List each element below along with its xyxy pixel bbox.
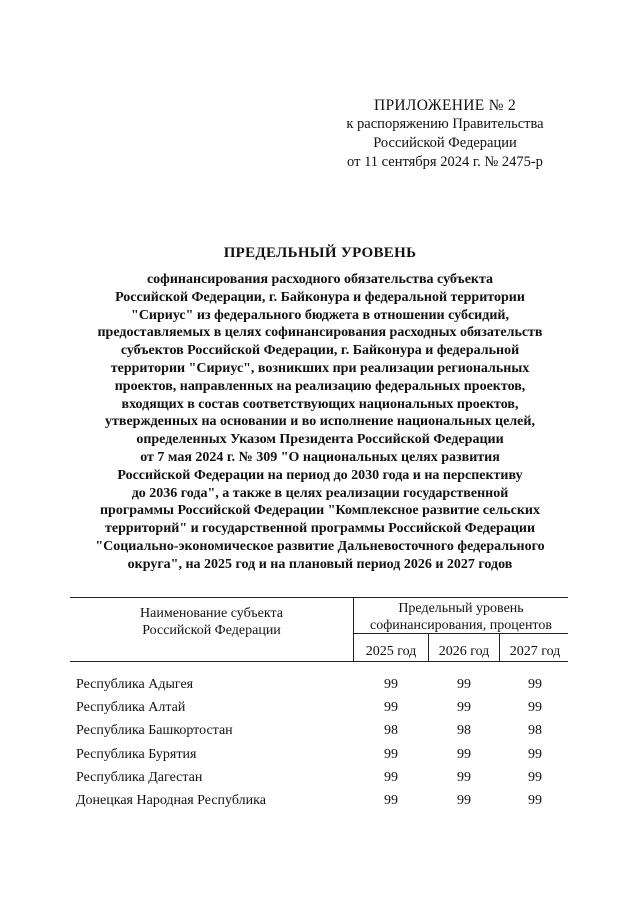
table-row [70,723,568,746]
subheading-line: территории "Сириус", возникших при реализации региональных [110,360,530,376]
table-row [70,747,568,770]
subheading-line: Российской Федерации на период до 2030 года и на перспективу [117,467,523,483]
document-subheading [50,271,590,574]
document-heading: ПРЕДЕЛЬНЫЙ УРОВЕНЬ [223,245,417,261]
subheading-line: входящих в состав соответствующих национальных проектов, [121,396,519,412]
table-row [70,793,568,816]
column-header-year-2027: 2027 год [509,644,561,659]
subheading-line: проектов, направленных на реализацию федеральных проектов, [114,378,526,394]
subject-name: Республика Дагестан [76,769,203,785]
table-row [70,700,568,723]
value-2026: 99 [457,677,471,692]
value-2026: 98 [457,723,471,739]
subheading-line: "Социально-экономическое развитие Дальневосточного федерального [95,538,545,554]
column-header-cofinancing-level: Предельный уровень софинансирования, процентов [370,601,552,633]
table-top-rule [70,597,568,598]
subject-name: Республика Адыгея [76,677,194,692]
value-2027: 99 [528,769,542,785]
value-2026: 99 [457,746,471,762]
annex-line-1: к распоряжению Правительства [346,116,544,132]
subheading-line: определенных Указом Президента Российской Федерации [136,432,504,448]
subheading-line: территорий" и государственной программы Российской Федерации [104,521,536,537]
subheading-line: Российской Федерации, г. Байконура и федеральной территории [115,289,525,305]
subheading-line: от 7 мая 2024 г. № 309 "О национальных целях развития [140,449,500,465]
value-2027: 99 [528,700,542,716]
annex-title: ПРИЛОЖЕНИЕ № 2 [373,97,517,114]
subject-name: Республика Башкортостан [76,723,233,739]
column-header-year-2025: 2025 год [365,644,417,659]
subheading-line: до 2036 года", а также в целях реализации государственной [131,485,509,501]
annex-line-2: Российской Федерации [373,135,517,151]
value-2027: 99 [528,677,542,692]
table-row [70,770,568,793]
value-2025: 99 [384,792,398,808]
subheading-line: "Сириус" из федерального бюджета в отношении субсидий, [131,307,509,323]
subheading-line: утвержденных на основании и во исполнение национальных целей, [105,414,535,430]
value-2027: 98 [528,723,542,739]
subject-name: Республика Бурятия [76,746,197,762]
subheading-line: предоставляемых в целях софинансирования расходных обязательств [97,325,543,341]
subheading-line: округа", на 2025 год и на плановый период 2026 и 2027 годов [127,556,513,572]
subheading-line: софинансирования расходного обязательства субъекта [146,272,494,287]
annex-block [330,96,560,172]
value-2026: 99 [457,700,471,716]
value-2025: 99 [384,677,398,692]
subject-name: Республика Алтай [76,700,186,716]
subheading-line: программы Российской Федерации "Комплексное развитие сельских [99,503,540,519]
value-2026: 99 [457,792,471,808]
column-header-year-2026: 2026 год [438,644,490,659]
table-row [70,677,568,700]
value-2025: 98 [384,723,398,739]
value-2026: 99 [457,769,471,785]
value-2025: 99 [384,746,398,762]
table-body [70,677,568,816]
table-header-bottom-rule [70,661,568,662]
annex-line-3: от 11 сентября 2024 г. № 2475-р [347,154,543,170]
value-2025: 99 [384,700,398,716]
value-2027: 99 [528,792,542,808]
value-2025: 99 [384,769,398,785]
subject-name: Донецкая Народная Республика [76,792,266,808]
column-header-subject: Наименование субъекта Российской Федерации [140,606,283,638]
value-2027: 99 [528,746,542,762]
subheading-line: субъектов Российской Федерации, г. Байконура и федеральной [120,343,520,359]
